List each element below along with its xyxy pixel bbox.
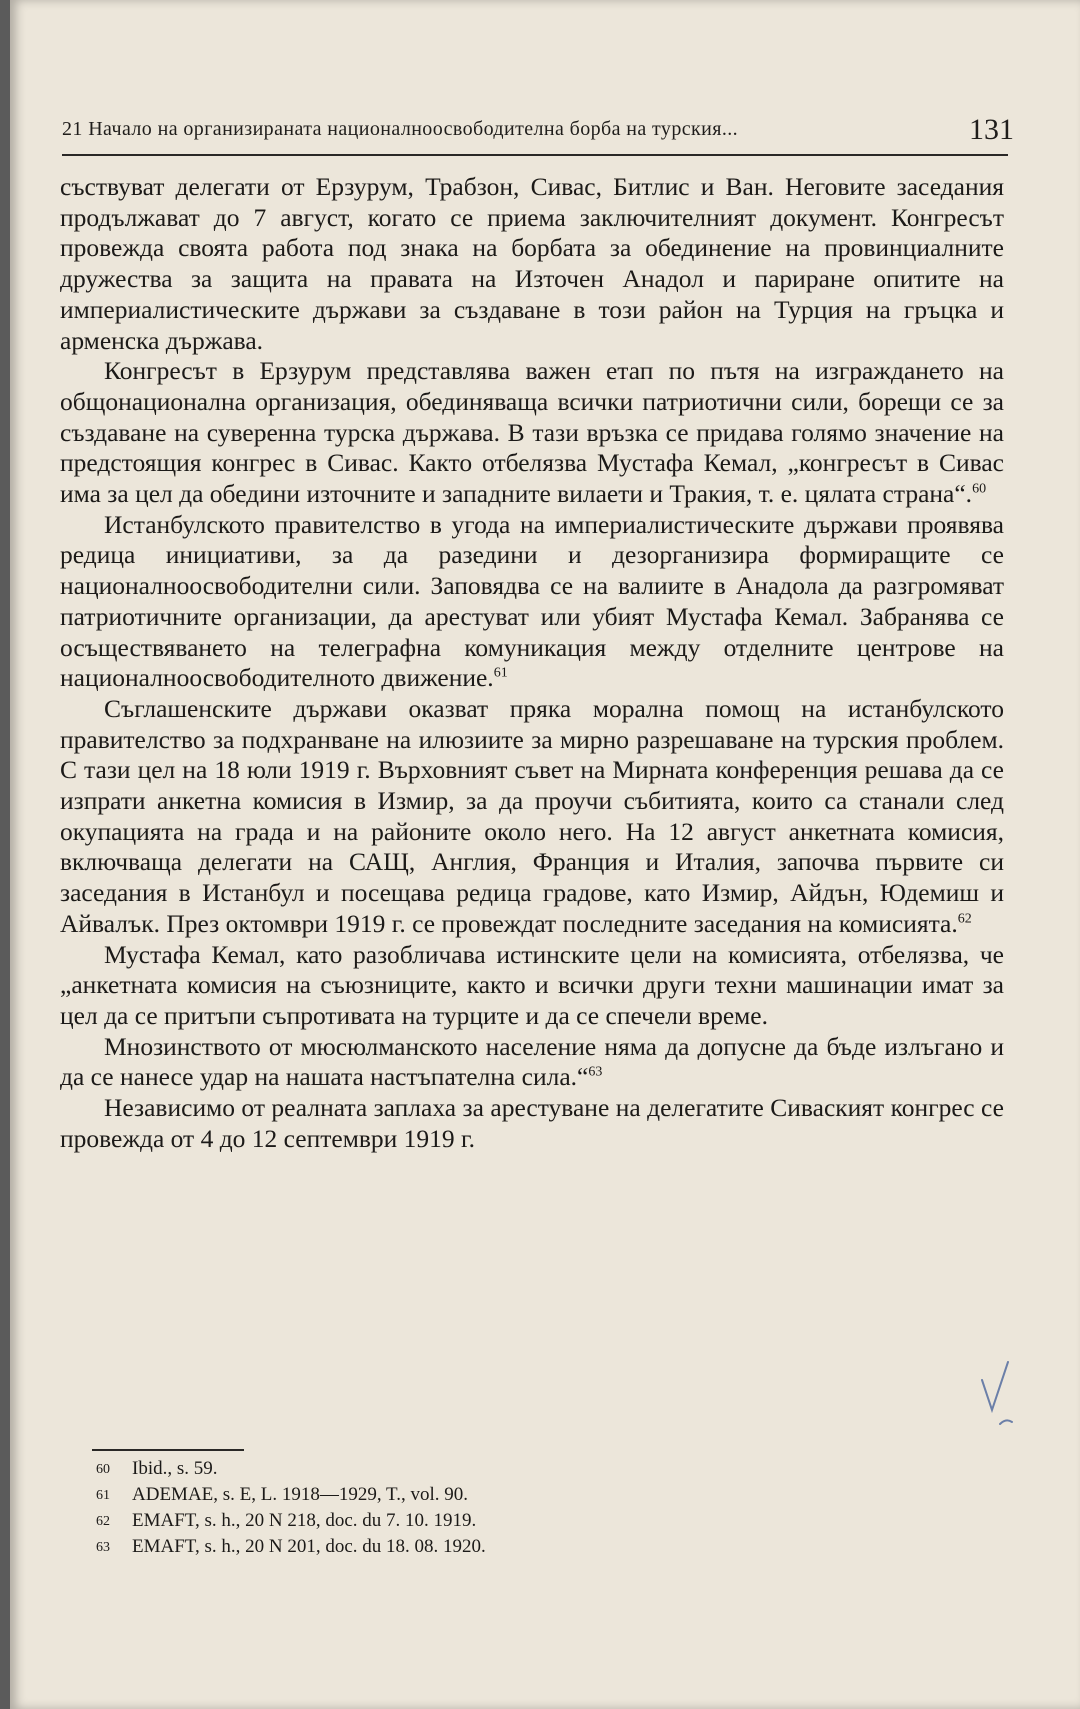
footnotes [96, 1456, 796, 1560]
paragraph-2: Конгресът в Ерзурум представлява важен етап по пътя на изграждането на общонационална организация, обединяваща всички патриотични сили, борещи се за създаване на суверенна турска държава. В тази връзка се придава голямо значение на предстоящия конгрес в Сивас. Както отбелязва Мустафа Кемал, „конгресът в Сивас има за цел да обедини източните и западните вилаети и Тракия, т. е. цялата страна“.$^{60}$ [60, 356, 1004, 509]
body-text [60, 172, 1004, 1155]
paragraph-5: Мустафа Кемал, като разобличава истинските цели на комисията, отбелязва, че „анкетната комисия на съюзниците, както и всички други техни машинации имат за цел да се притъпи съпротивата на турците и да се спечели време. [60, 939, 1004, 1030]
page-number: 131 [969, 113, 1014, 146]
footnote-ref-62: 62 [957, 911, 972, 927]
footnote-63 [96, 1534, 796, 1560]
footnote-ref-61: 61 [493, 665, 508, 681]
paragraph-6: Мнозинството от мюсюлманското население няма да допусне да бъде излъгано и да се нанесе удар на нашата настъпателна сила.“$^{63}$ [60, 1031, 1004, 1092]
footnote-rule [92, 1449, 244, 1451]
footnote-number: 62 [96, 1514, 110, 1529]
paragraph-3: Истанбулското правителство в угода на империалистическите държави проявява редица инициативи, за да разедини и дезорганизира формиращите се националноосвободителни сили. Заповядва се на валиите в Анадола да разгромяват патриотичните организации, да арестуват или убият Мустафа Кемал. Забранява се осъществяването на телеграфна комуникация между отделните центрове на националноосвободителното движение.$^{61}$ [60, 509, 1004, 693]
header-rule [62, 154, 1008, 156]
footnote-text: Ibid., s. 59. [132, 1458, 218, 1479]
paragraph-4: Съглашенските държави оказват пряка морална помощ на истанбулското правителство за подхранване на илюзиите за мирно разрешаване на турския проблем. С тази цел на 18 юли 1919 г. Върховният съвет на Мирната конференция решава да се изпрати анкетна комисия в Измир, за да проучи събитията, които са станали след окупацията на града и на районите около него. На 12 август анкетната комисия, включваща делегати на САЩ, Англия, Франция и Италия, започва първите си заседания в Истанбул и посещава редица градове, като Измир, Айдън, Юдемиш и Айвалък. През октомври 1919 г. се провеждат последните заседания на комисията.$^{62}$ [60, 693, 1004, 938]
footnote-ref-63: 63 [588, 1064, 603, 1080]
footnote-number: 63 [96, 1540, 110, 1555]
book-page [10, 0, 1080, 1709]
running-header-title: 21 Начало на организираната националноосвободителна борба на турския... [62, 118, 739, 140]
paragraph-1: съствуват делегати от Ерзурум, Трабзон, Сивас, Битлис и Ван. Неговите заседания продължават до 7 август, когато се приема заключителният документ. Конгресът провежда своята работа под знака на борбата за обединение на провинциалните дружества за защита на правата на Източен Анадол и париране опитите на империалистическите държави за създаване в този район на Турция на гръцка и арменска държава. [60, 172, 1004, 355]
pencil-check-mark-icon [978, 1358, 1022, 1428]
footnote-ref-60: 60 [972, 481, 987, 497]
footnote-60 [96, 1456, 796, 1482]
footnote-number: 61 [96, 1488, 110, 1503]
footnote-text: EMAFT, s. h., 20 N 218, doc. du 7. 10. 1919. [132, 1510, 477, 1531]
footnote-text: EMAFT, s. h., 20 N 201, doc. du 18. 08. 1920. [132, 1536, 486, 1557]
running-header [62, 95, 1014, 147]
footnote-61 [96, 1482, 796, 1508]
footnote-text: ADEMAE, s. E, L. 1918—1929, T., vol. 90. [132, 1484, 469, 1505]
footnote-62 [96, 1508, 796, 1534]
footnote-number: 60 [96, 1462, 110, 1477]
paragraph-7: Независимо от реалната заплаха за арестуване на делегатите Сиваският конгрес се провежда от 4 до 12 септември 1919 г. [60, 1093, 1004, 1153]
